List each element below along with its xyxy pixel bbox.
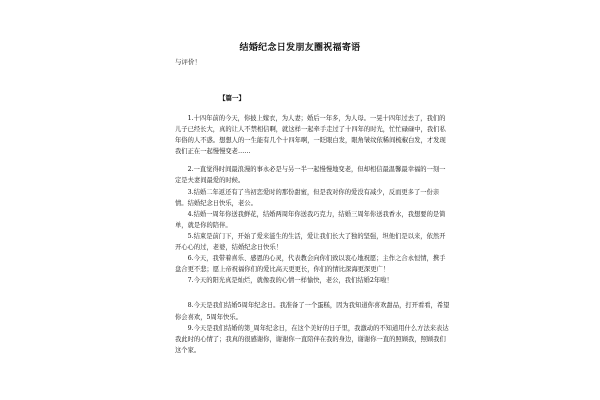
paragraph-3: 3.结婚二年返还有了当初恋爱时的那份甜蜜，但是我对你的爱没有减少，反而更多了一份亲情。结婚纪念日快乐，老公。 — [175, 188, 440, 207]
document-body — [175, 113, 451, 356]
paragraph-8: 8.今天是我们结婚5周年纪念日。我准备了一个蛋糕，因为我知道你喜欢甜品，打开看看，希望你会喜欢，5周年快乐。 — [175, 302, 450, 321]
paragraph-6: 6.今天，我带着喜乐、感恩的心灵，代表教会向你们致以衷心地祝愿；主作之合永恒情，携手盘合更不悲；愿上帝祝福你们的爱比高天更更长，你们的情比深海更深更广！ — [175, 255, 446, 274]
paragraph-9: 9.今天是我们结婚的第_周年纪念日，在这个美好的日子里，我激动的不知道用什么方法来表达我此时的心情了；我真的很感谢你，谢谢你一直陪伴在我的身边，谢谢你一直的照顾我，照顾我们这个家。 — [175, 324, 449, 354]
document-subtitle: 与评价！ — [175, 58, 201, 66]
paragraph-1: 1.十四年前的今天，你披上嫁衣，为人妻；婚后一年多，为人母。一晃十四年过去了，我们的儿子已经长大，真的让人不禁相信啊，就这样一起牵手走过了十四年的时光，忙忙碌碌中，我们私年俗的人不惑。想想人的一生能有几个十四年啊，一眨眼白发，眼角皱纹依稀间梳椒白发，才发现我们正在一起慢慢变老…… — [175, 115, 446, 156]
paragraph-2: 2.一直觉得时间最浪漫的事永必是与另一半一起慢慢地变老，但却相信最温馨最幸福的一刻一定是夫妻间最爱的时候。 — [175, 166, 446, 185]
document-title: 结婚纪念日发朋友圈祝福寄语 — [239, 43, 361, 53]
paragraph-7: 7.今天的阳光真是灿烂，就像我的心情一样愉快，老公，我们结婚2年啦！ — [187, 277, 393, 285]
paragraph-4: 4.结婚一周年你送我鲜花，结婚两周年你送我巧克力，结婚三周年你送我香水，我想要的是简单，就是你的陪伴。 — [175, 210, 446, 229]
paragraph-5: 5.结束是前门下，开始了爱来滋生的生活，爱让我们长大了独的坚强，坦他们是以来，依然开开心心的过，老婆，结婚纪念日快乐！ — [175, 232, 446, 252]
section-label: 【篇一】 — [219, 94, 245, 102]
